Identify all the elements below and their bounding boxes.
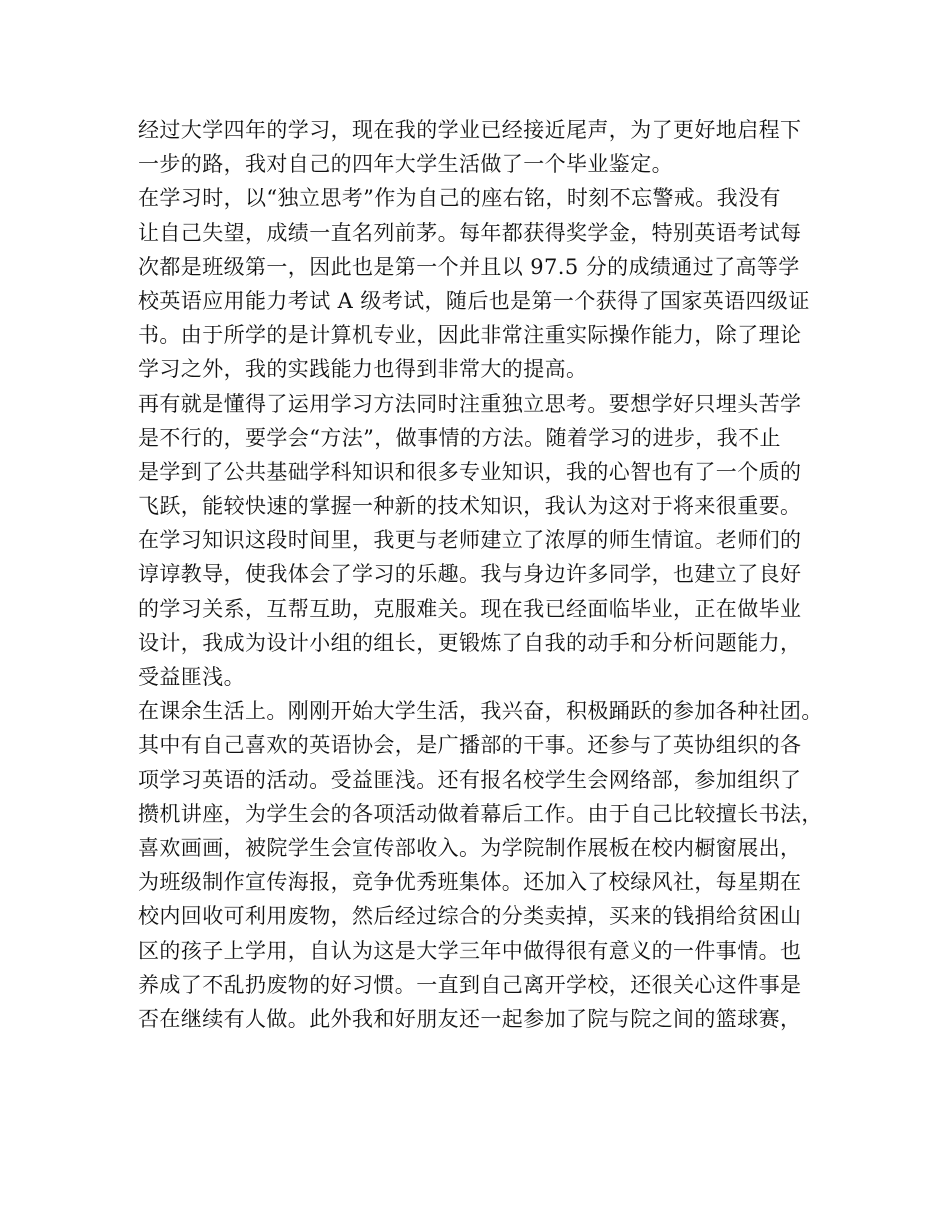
text-line: 攒机讲座，为学生会的各项活动做着幕后工作。由于自己比较擅长书法， [138,801,823,826]
text-line: 校内回收可利用废物，然后经过综合的分类卖掉，买来的钱捐给贫困山 [138,904,802,929]
text-line: 让自己失望，成绩一直名列前茅。每年都获得奖学金，特别英语考试每 [138,220,802,245]
text-line: 设计，我成为设计小组的组长，更锻炼了自我的动手和分析问题能力， [138,630,802,655]
text-line: 校英语应用能力考试 A 级考试，随后也是第一个获得了国家英语四级证 [138,288,810,313]
text-line: 一步的路，我对自己的四年大学生活做了一个毕业鉴定。 [138,152,673,177]
text-line: 受益匪浅。 [138,665,245,689]
text-line: 次都是班级第一，因此也是第一个并且以 97.5 分的成绩通过了高等学 [138,254,800,279]
text-line: 其中有自己喜欢的英语协会，是广播部的干事。还参与了英协组织的各 [138,733,802,758]
text-line: 谆谆教导，使我体会了学习的乐趣。我与身边许多同学，也建立了良好 [138,562,802,587]
text-line: 经过大学四年的学习，现在我的学业已经接近尾声，为了更好地启程下 [138,118,802,142]
text-line: 的学习关系，互帮互助，克服难关。现在我已经面临毕业，正在做毕业 [138,596,802,621]
text-line: 是不行的，要学会“方法”，做事情的方法。随着学习的进步，我不止 [138,425,781,450]
body-text [138,113,858,1036]
text-line: 书。由于所学的是计算机专业，因此非常注重实际操作能力，除了理论 [138,323,802,348]
text-line: 为班级制作宣传海报，竞争优秀班集体。还加入了校绿风社，每星期在 [138,870,802,895]
text-line: 是学到了公共基础学科知识和很多专业知识，我的心智也有了一个质的 [138,459,802,484]
text-line: 再有就是懂得了运用学习方法同时注重独立思考。要想学好只埋头苦学 [138,391,802,416]
text-line: 在学习时，以“独立思考”作为自己的座右铭，时刻不忘警戒。我没有 [138,186,781,211]
text-line: 飞跃，能较快速的掌握一种新的技术知识，我认为这对于将来很重要。 [138,494,802,519]
text-line: 学习之外，我的实践能力也得到非常大的提高。 [138,357,588,382]
text-line: 在学习知识这段时间里，我更与老师建立了浓厚的师生情谊。老师们的 [138,528,802,553]
text-line: 区的孩子上学用，自认为这是大学三年中做得很有意义的一件事情。也 [138,938,802,963]
text-line: 否在继续有人做。此外我和好朋友还一起参加了院与院之间的篮球赛， [138,1006,802,1031]
text-line: 养成了不乱扔废物的好习惯。一直到自己离开学校，还很关心这件事是 [138,972,802,997]
text-line: 在课余生活上。刚刚开始大学生活，我兴奋，积极踊跃的参加各种社团。 [138,699,823,724]
text-line: 喜欢画画，被院学生会宣传部收入。为学院制作展板在校内橱窗展出， [138,835,802,860]
text-line: 项学习英语的活动。受益匪浅。还有报名校学生会网络部，参加组织了 [138,767,802,792]
